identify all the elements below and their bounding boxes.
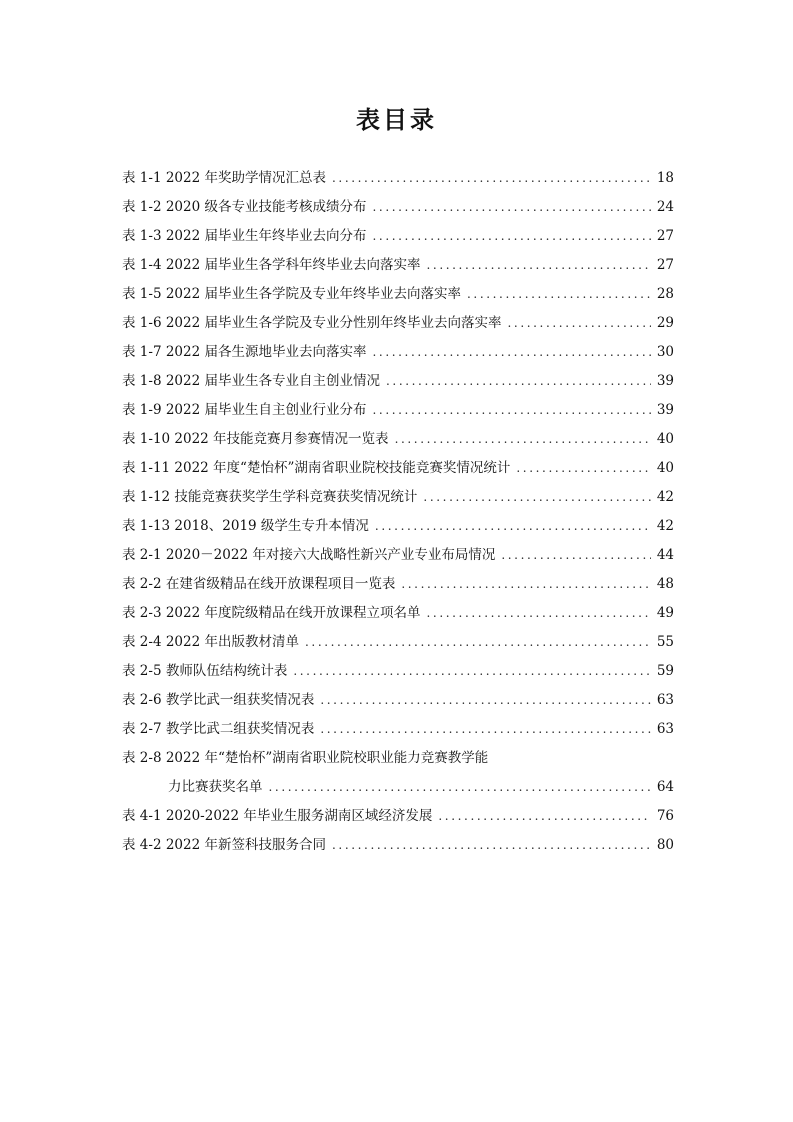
page-number: 63 bbox=[656, 692, 674, 708]
toc-entry-1-5[interactable] bbox=[122, 280, 674, 309]
dot-leader bbox=[372, 338, 650, 367]
dot-leader bbox=[426, 599, 650, 628]
page-number: 44 bbox=[656, 547, 674, 563]
entry-label: 表 1-4 2022 届毕业生各学科年终毕业去向落实率 bbox=[122, 257, 421, 273]
toc-entry-1-3[interactable] bbox=[122, 222, 674, 251]
toc-entry-1-4[interactable] bbox=[122, 251, 674, 280]
entry-label: 表 2-3 2022 年度院级精品在线开放课程立项名单 bbox=[122, 605, 421, 621]
page-number: 59 bbox=[656, 663, 674, 679]
entry-label: 表 1-2 2020 级各专业技能考核成绩分布 bbox=[122, 199, 367, 215]
dot-leader bbox=[516, 454, 650, 483]
entry-label: 表 1-10 2022 年技能竞赛月参赛情况一览表 bbox=[122, 431, 389, 447]
toc-entry-1-12[interactable] bbox=[122, 483, 674, 512]
toc-entry-2-3[interactable] bbox=[122, 599, 674, 628]
entry-label: 表 1-12 技能竞赛获奖学生学科竞赛获奖情况统计 bbox=[122, 489, 418, 505]
page-number: 49 bbox=[656, 605, 674, 621]
entry-label-continuation: 力比赛获奖名单 bbox=[168, 779, 263, 795]
page-number: 24 bbox=[656, 199, 674, 215]
entry-label: 表 1-1 2022 年奖助学情况汇总表 bbox=[122, 170, 326, 186]
dot-leader bbox=[305, 628, 651, 657]
toc-entry-1-1[interactable] bbox=[122, 164, 674, 193]
dot-leader bbox=[423, 483, 650, 512]
page-number: 40 bbox=[656, 431, 674, 447]
page-number: 39 bbox=[656, 373, 674, 389]
page-number: 64 bbox=[656, 779, 674, 795]
page-number: 40 bbox=[656, 460, 674, 476]
toc-entry-1-2[interactable] bbox=[122, 193, 674, 222]
toc-entry-1-8[interactable] bbox=[122, 367, 674, 396]
toc-entry-2-6[interactable] bbox=[122, 686, 674, 715]
toc-entry-1-10[interactable] bbox=[122, 425, 674, 454]
toc-entry-2-1[interactable] bbox=[122, 541, 674, 570]
page-number: 48 bbox=[656, 576, 674, 592]
toc-entry-1-11[interactable] bbox=[122, 454, 674, 483]
entry-label: 表 1-7 2022 届各生源地毕业去向落实率 bbox=[122, 344, 367, 360]
entry-label: 表 1-13 2018、2019 级学生专升本情况 bbox=[122, 518, 369, 534]
dot-leader bbox=[372, 222, 650, 251]
page-number: 55 bbox=[656, 634, 674, 650]
entry-label: 表 1-9 2022 届毕业生自主创业行业分布 bbox=[122, 402, 367, 418]
dot-leader bbox=[332, 831, 651, 860]
page-number: 18 bbox=[656, 170, 674, 186]
entry-label: 表 2-7 教学比武二组获奖情况表 bbox=[122, 721, 315, 737]
table-of-contents bbox=[122, 164, 674, 860]
entry-label: 表 1-6 2022 届毕业生各学院及专业分性别年终毕业去向落实率 bbox=[122, 315, 502, 331]
toc-entry-4-1[interactable] bbox=[122, 802, 674, 831]
page-number: 42 bbox=[656, 489, 674, 505]
entry-label: 表 2-5 教师队伍结构统计表 bbox=[122, 663, 288, 679]
toc-entry-2-7[interactable] bbox=[122, 715, 674, 744]
dot-leader bbox=[501, 541, 650, 570]
toc-entry-2-8[interactable] bbox=[122, 744, 674, 802]
toc-entry-1-13[interactable] bbox=[122, 512, 674, 541]
entry-label: 表 4-2 2022 年新签科技服务合同 bbox=[122, 837, 326, 853]
entry-label: 表 1-11 2022 年度“楚怡杯”湖南省职业院校技能竞赛奖情况统计 bbox=[122, 460, 511, 476]
dot-leader bbox=[293, 657, 650, 686]
entry-label: 表 2-6 教学比武一组获奖情况表 bbox=[122, 692, 315, 708]
toc-entry-2-2[interactable] bbox=[122, 570, 674, 599]
entry-label: 表 4-1 2020-2022 年毕业生服务湖南区域经济发展 bbox=[122, 808, 433, 824]
entry-label: 表 2-8 2022 年“楚怡杯”湖南省职业院校职业能力竞赛教学能 bbox=[122, 750, 489, 766]
dot-leader bbox=[320, 686, 650, 715]
page-number: 27 bbox=[656, 228, 674, 244]
entry-label: 表 2-4 2022 年出版教材清单 bbox=[122, 634, 299, 650]
toc-entry-1-6[interactable] bbox=[122, 309, 674, 338]
dot-leader bbox=[395, 425, 651, 454]
entry-label: 表 2-2 在建省级精品在线开放课程项目一览表 bbox=[122, 576, 396, 592]
toc-entry-1-9[interactable] bbox=[122, 396, 674, 425]
dot-leader bbox=[372, 193, 650, 222]
dot-leader bbox=[467, 280, 651, 309]
dot-leader bbox=[426, 251, 650, 280]
toc-entry-1-7[interactable] bbox=[122, 338, 674, 367]
page-number: 29 bbox=[656, 315, 674, 331]
dot-leader bbox=[507, 309, 650, 338]
dot-leader bbox=[269, 773, 651, 802]
entry-label: 表 2-1 2020－2022 年对接六大战略性新兴产业专业布局情况 bbox=[122, 547, 496, 563]
dot-leader bbox=[372, 396, 650, 425]
dot-leader bbox=[386, 367, 651, 396]
toc-entry-2-4[interactable] bbox=[122, 628, 674, 657]
page-number: 63 bbox=[656, 721, 674, 737]
entry-label: 表 1-5 2022 届毕业生各学院及专业年终毕业去向落实率 bbox=[122, 286, 461, 302]
page-number: 28 bbox=[656, 286, 674, 302]
page-number: 27 bbox=[656, 257, 674, 273]
toc-entry-2-5[interactable] bbox=[122, 657, 674, 686]
toc-entry-4-2[interactable] bbox=[122, 831, 674, 860]
entry-label: 表 1-8 2022 届毕业生各专业自主创业情况 bbox=[122, 373, 380, 389]
page-number: 30 bbox=[656, 344, 674, 360]
page-title: 表目录 bbox=[356, 105, 437, 134]
entry-label: 表 1-3 2022 届毕业生年终毕业去向分布 bbox=[122, 228, 367, 244]
dot-leader bbox=[332, 164, 651, 193]
dot-leader bbox=[401, 570, 650, 599]
page-number: 42 bbox=[656, 518, 674, 534]
dot-leader bbox=[438, 802, 650, 831]
dot-leader bbox=[375, 512, 651, 541]
dot-leader bbox=[320, 715, 650, 744]
page-number: 76 bbox=[656, 808, 674, 824]
page-number: 39 bbox=[656, 402, 674, 418]
page-number: 80 bbox=[656, 837, 674, 853]
